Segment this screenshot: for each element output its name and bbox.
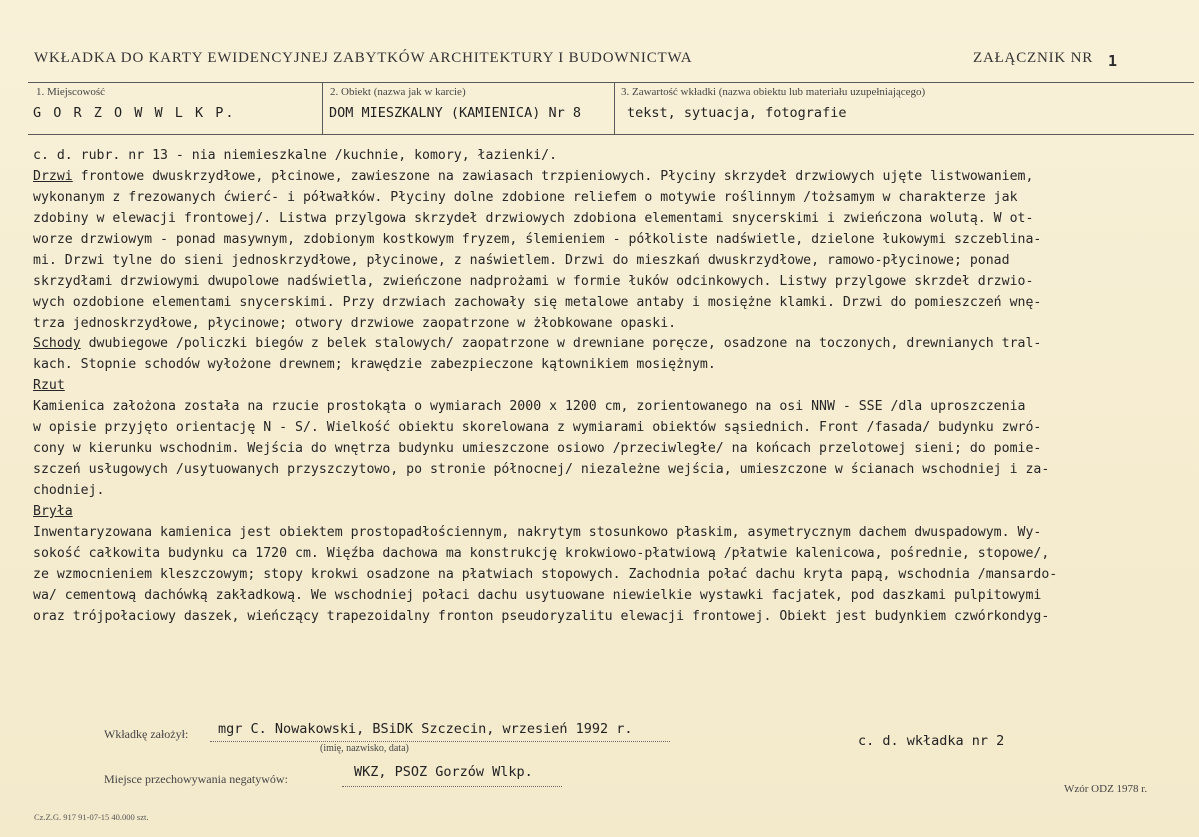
field-divider-1 [322, 82, 323, 134]
contents-value: tekst, sytuacja, fotografie [627, 105, 847, 121]
text-line: Kamienica założona została na rzucie prostokąta o wymiarach 2000 x 1200 cm, zorientowanego na osi NNW - SSE /dla uproszczenia [33, 399, 1026, 415]
object-value: DOM MIESZKALNY (KAMIENICA) Nr 8 [329, 105, 581, 121]
description-text [33, 146, 1193, 628]
heading-drzwi: Drzwi [33, 168, 73, 184]
text-line: wykonanym z frezowanych ćwierć- i półwałków. Płyciny dolne zdobione reliefem o motywie roślinnym /tożsamym w charakterze jak [33, 189, 1018, 205]
text-line: ze wzmocnieniem kleszczowym; stopy krokwi osadzone na płatwiach stopowych. Zachodnia połać dachu kryta papą, wschodnia /mansardo- [33, 566, 1058, 582]
text-line: cony w kierunku wschodnim. Wejścia do wnętrza budynku umieszczone osiowo /przeciwległe/ na końcach przelotowej sieni; do pomie- [33, 441, 1042, 457]
text-line-rest: dwubiegowe /policzki biegów z belek stalowych/ zaopatrzone w drewniane poręcze, osadzone na toczonych, drewnianych tral- [80, 336, 1042, 352]
text-line: szczeń usługowych /usytuowanych przyszczytowo, po stronie północnej/ niezależne wejścia, umieszczone w ścianach wschodniej i za- [33, 462, 1050, 478]
text-line-rest: frontowe dwuskrzydłowe, płcinowe, zawieszone na zawiasach trzpieniowych. Płyciny skrzydeł drzwiowych ujęte listwowaniem, [72, 168, 1034, 184]
field-box-top-border [28, 82, 1194, 83]
author-caption: (imię, nazwisko, data) [320, 743, 409, 754]
heading-bryla: Bryła [33, 503, 73, 519]
text-line: chodniej. [33, 483, 105, 498]
text-line: wych ozdobione elementami snycerskimi. Przy drzwiach zachowały się metalowe antaby i mosiężne klamki. Drzwi do pomieszczeń wnę- [33, 294, 1042, 310]
object-label: 2. Obiekt (nazwa jak w karcie) [330, 86, 466, 98]
continuation-note: c. d. wkładka nr 2 [858, 733, 1005, 749]
heading-schody: Schody [33, 336, 81, 352]
text-line: wa/ cementową dachówką zakładkową. We wschodniej połaci dachu usytuowane niewielkie wystawki facjatek, pod daszkami pulpitowymi [33, 587, 1042, 603]
text-line: worze drzwiowym - ponad masywnym, zdobionym kostkowym fryzem, ślemieniem - półkoliste nadświetle, dzielone łukowymi szczeblina- [33, 231, 1042, 247]
text-line: zdobiny w elewacji frontowej/. Listwa przylgowa skrzydeł drzwiowych zdobiona elementami snycerskimi i zwieńczona wolutą. W ot- [33, 210, 1034, 226]
author-dotted-line [210, 741, 670, 742]
form-pattern: Wzór ODZ 1978 r. [1064, 783, 1148, 795]
text-line: w opisie przyjęto orientację N - S/. Wielkość obiektu skorelowana z wymiarami obiektów sąsiednich. Front /fasada/ budynku zwró- [33, 420, 1042, 436]
annex-number: 1 [1108, 52, 1118, 70]
card-title: WKŁADKA DO KARTY EWIDENCYJNEJ ZABYTKÓW ARCHITEKTURY I BUDOWNICTWA [34, 50, 693, 66]
locality-value: G O R Z O W W L K P. [33, 105, 236, 121]
text-line: Inwentaryzowana kamienica jest obiektem prostopadłościennym, nakrytym stosunkowo płaskim, asymetrycznym dachem dwuspadowym. Wy- [33, 524, 1042, 540]
text-line: skrzydłami drzwiowymi dwupolowe nadświetla, zwieńczone nadprożami w formie łuków odcinkowych. Listwy przylgowe skrzdeł drzwio- [33, 273, 1034, 289]
text-line [33, 167, 1193, 188]
heading-rzut: Rzut [33, 378, 65, 394]
print-code: Cz.Z.G. 917 91-07-15 40.000 szt. [34, 812, 149, 822]
text-line: mi. Drzwi tylne do sieni jednoskrzydłowe, płycinowe, z naświetlem. Drzwi do mieszkań dwuskrzydłowe, ramowo-płycinowe; ponad [33, 252, 1010, 268]
text-line: c. d. rubr. nr 13 - nia niemieszkalne /kuchnie, komory, łazienki/. [33, 148, 558, 163]
author-value: mgr C. Nowakowski, BSiDK Szczecin, wrzesień 1992 r. [218, 721, 633, 737]
negatives-value: WKZ, PSOZ Gorzów Wlkp. [354, 764, 533, 780]
locality-label: 1. Miejscowość [36, 86, 106, 98]
contents-label: 3. Zawartość wkładki (nazwa obiektu lub materiału uzupełniającego) [621, 86, 926, 98]
text-line: trza jednoskrzydłowe, płycinowe; otwory drzwiowe zaopatrzone w żłobkowane opaski. [33, 315, 677, 331]
negatives-label: Miejsce przechowywania negatywów: [104, 772, 288, 786]
annex-label: ZAŁĄCZNIK NR [973, 50, 1094, 66]
text-line: kach. Stopnie schodów wyłożone drewnem; krawędzie zabezpieczone kątownikiem mosiężnym. [33, 357, 716, 373]
text-line: sokość całkowita budynku ca 1720 cm. Więźba dachowa ma konstrukcję krokwiowo-płatwiową /płatwie kalenicowa, pośrednie, stopowe/, [33, 545, 1050, 561]
field-divider-2 [614, 82, 615, 134]
text-line: oraz trójpołaciowy daszek, wieńczący trapezoidalny fronton pseudoryzalitu elewacji frontowej. Obiekt jest budynkiem czwórkondyg- [33, 608, 1050, 624]
field-box-bottom-border [28, 134, 1194, 135]
negatives-dotted-line [342, 786, 562, 787]
author-label: Wkładkę założył: [104, 727, 189, 741]
text-line [33, 334, 1193, 355]
